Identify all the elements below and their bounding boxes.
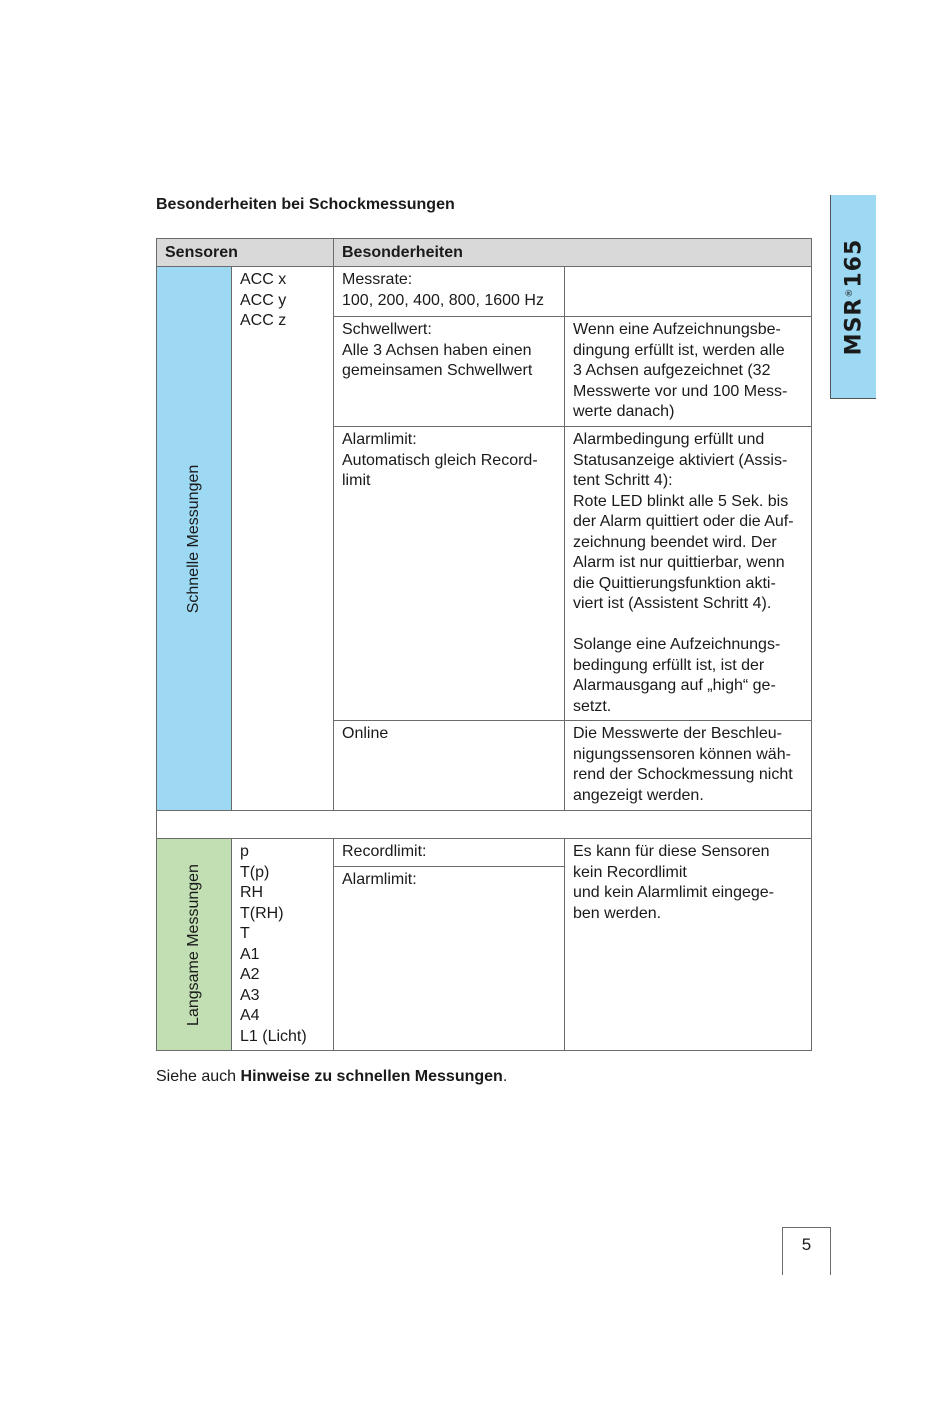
header-besonderheiten: Besonderheiten [333, 238, 812, 267]
sensor-name: T(p) [240, 863, 270, 881]
note-alarmlimit: Alarmbedingung erfüllt und Statusanzeige aktiviert (Assis- tent Schritt 4): Rote LED blinkt alle 5 Sek. bis der Alarm quittiert oder die Auf- zeichnung beendet wird. Der Alarm ist nur quittierbar, wenn die Quittierungsfunktion akti- viert ist (Assistent Schritt 4). Solange eine Aufzeichnungs- bedingung erfüllt ist, ist der Alarmausgang auf „high“ ge- setzt. [564, 426, 812, 721]
note-messrate [564, 266, 812, 317]
header-sensoren: Sensoren [156, 238, 334, 267]
page-number: 5 [782, 1227, 831, 1275]
sensor-name: T(RH) [240, 904, 284, 922]
sensor-name: A3 [240, 986, 260, 1004]
param-alarmlimit-slow: Alarmlimit: [333, 866, 565, 1051]
brand-tab [830, 195, 876, 399]
sensor-name: A4 [240, 1007, 260, 1024]
sensor-name: RH [240, 884, 264, 901]
see-also-note: Siehe auch Hinweise zu schnellen Messungen. [156, 1068, 508, 1085]
param-messrate: Messrate: 100, 200, 400, 800, 1600 Hz [333, 266, 565, 317]
slow-sensors [231, 838, 334, 1051]
param-online: Online [333, 720, 565, 811]
note-slow: Es kann für diese Sensoren kein Recordlimit und kein Alarmlimit eingege- ben werden. [564, 838, 812, 1051]
param-recordlimit: Recordlimit: [333, 838, 565, 867]
sensor-name: T [240, 925, 250, 942]
sensor-name: ACC x [240, 271, 287, 288]
sensor-name: ACC z [240, 312, 287, 329]
param-schwellwert: Schwellwert: Alle 3 Achsen haben einen gemeinsamen Schwellwert [333, 316, 565, 427]
msr-logo: MSR®165 [841, 238, 866, 355]
note-online: Die Messwerte der Beschleu- nigungssensoren können wäh- rend der Schockmessung nicht angezeigt werden. [564, 720, 812, 811]
sensor-name: L1 (Licht) [240, 1027, 307, 1045]
sensor-name: A1 [240, 945, 260, 963]
spacer-row [156, 810, 812, 839]
sensor-name: A2 [240, 966, 260, 983]
section-heading: Besonderheiten bei Schockmessungen [156, 196, 455, 213]
param-alarmlimit: Alarmlimit: Automatisch gleich Record- limit [333, 426, 565, 721]
note-schwellwert: Wenn eine Aufzeichnungsbe- dingung erfüllt ist, werden alle 3 Achsen aufgezeichnet (32 Messwerte vor und 100 Mess- werte danach) [564, 316, 812, 427]
see-also-link: Hinweise zu schnellen Messungen [240, 1068, 503, 1085]
sensor-name: ACC y [240, 291, 287, 309]
group-label-slow: Langsame Messungen [156, 838, 232, 1051]
sensor-name: p [240, 843, 249, 860]
fast-sensors [231, 266, 334, 811]
group-label-fast: Schnelle Messungen [156, 266, 232, 811]
